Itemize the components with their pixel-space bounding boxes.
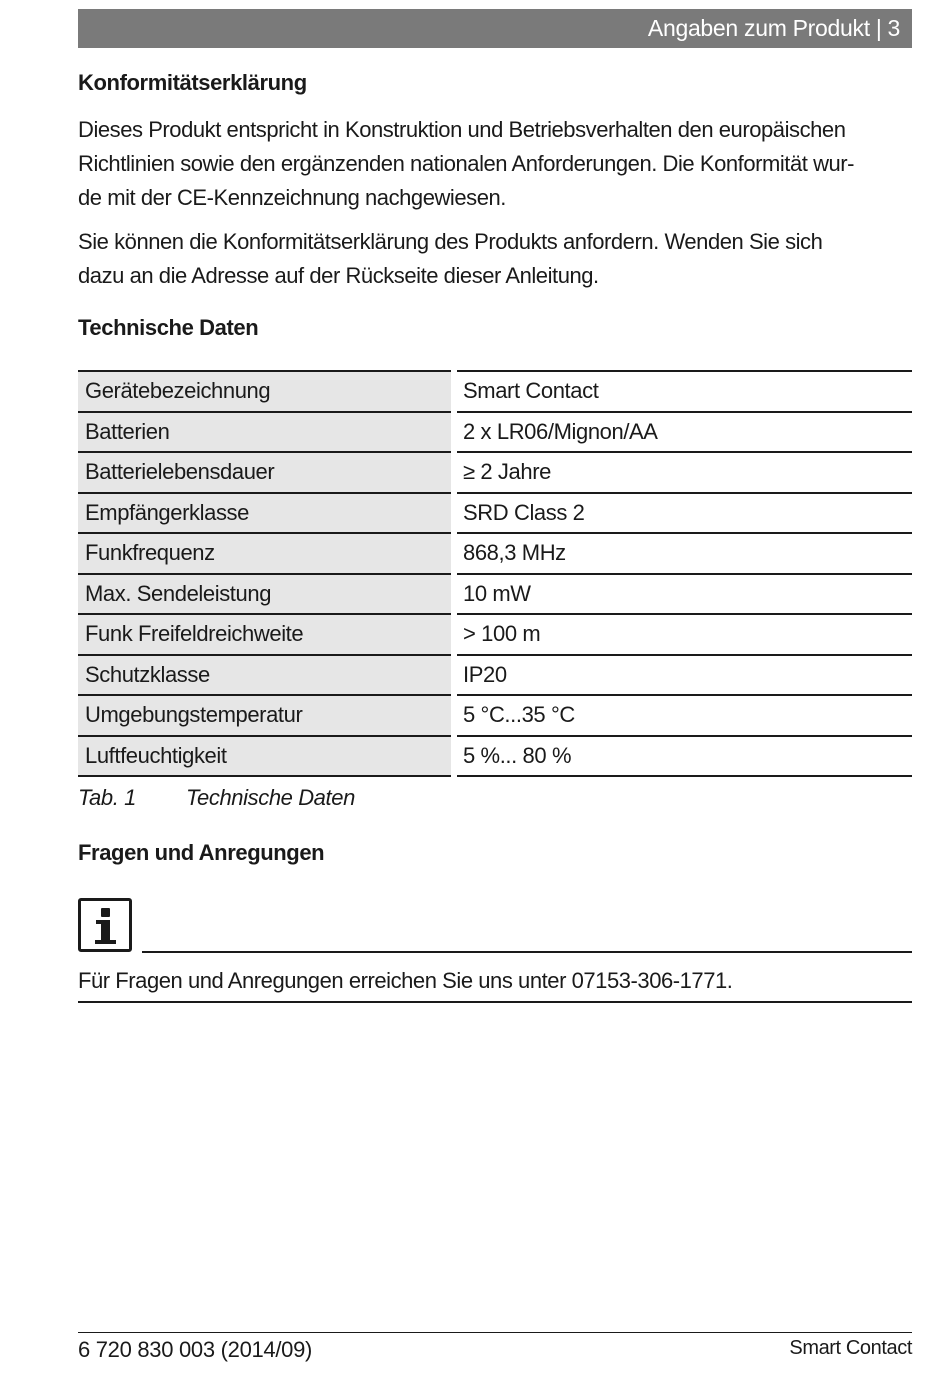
- footer-divider: [78, 1332, 912, 1333]
- table-row: [78, 493, 912, 534]
- row-label: Funkfrequenz: [78, 533, 454, 574]
- table-row: [78, 371, 912, 412]
- row-value: IP20: [454, 655, 912, 696]
- info-icon: [78, 898, 132, 952]
- conformity-paragraph-1: [78, 113, 912, 215]
- row-value: 868,3 MHz: [454, 533, 912, 574]
- row-value: 5 °C...35 °C: [454, 695, 912, 736]
- row-value: 5 %... 80 %: [454, 736, 912, 777]
- questions-heading: Fragen und Anregungen: [78, 840, 325, 865]
- table-caption-number: Tab. 1: [78, 785, 136, 810]
- table-row: [78, 736, 912, 777]
- info-bottom-divider: [78, 1001, 912, 1003]
- page-number: 3: [887, 15, 900, 41]
- paragraph-line: dazu an die Adresse auf der Rückseite dieser Anleitung.: [78, 263, 599, 288]
- page-header: [78, 9, 912, 48]
- row-label: Empfängerklasse: [78, 493, 454, 534]
- row-label: Umgebungstemperatur: [78, 695, 454, 736]
- row-label: Max. Sendeleistung: [78, 574, 454, 615]
- header-section-title: Angaben zum Produkt: [647, 15, 870, 41]
- table-row: [78, 695, 912, 736]
- row-label: Batterielebensdauer: [78, 452, 454, 493]
- conformity-paragraph-2: [78, 225, 912, 293]
- row-label: Gerätebezeichnung: [78, 371, 454, 412]
- table-row: [78, 533, 912, 574]
- info-divider: [142, 951, 912, 953]
- conformity-heading: Konformitätserklärung: [78, 70, 307, 95]
- table-caption-text: Technische Daten: [186, 785, 355, 810]
- row-value: Smart Contact: [454, 371, 912, 412]
- row-label: Schutzklasse: [78, 655, 454, 696]
- technical-data-heading: Technische Daten: [78, 315, 259, 340]
- row-value: 10 mW: [454, 574, 912, 615]
- paragraph-line: de mit der CE-Kennzeichnung nachgewiesen.: [78, 185, 506, 210]
- row-label: Batterien: [78, 412, 454, 453]
- table-row: [78, 574, 912, 615]
- row-label: Luftfeuchtigkeit: [78, 736, 454, 777]
- table-row: [78, 412, 912, 453]
- row-value: ≥ 2 Jahre: [454, 452, 912, 493]
- table-row: [78, 655, 912, 696]
- footer-product-name: Smart Contact: [789, 1337, 912, 1359]
- paragraph-line: Dieses Produkt entspricht in Konstruktion und Betriebsverhalten den europäischen: [78, 117, 846, 142]
- row-value: 2 x LR06/Mignon/AA: [454, 412, 912, 453]
- technical-data-table: [78, 370, 912, 777]
- row-value: > 100 m: [454, 614, 912, 655]
- header-separator: |: [875, 15, 882, 41]
- questions-text: Für Fragen und Anregungen erreichen Sie uns unter 07153-306-1771.: [78, 968, 733, 993]
- table-row: [78, 452, 912, 493]
- document-number: 6 720 830 003 (2014/09): [78, 1337, 313, 1362]
- paragraph-line: Sie können die Konformitätserklärung des Produkts anfordern. Wenden Sie sich: [78, 229, 823, 254]
- table-caption: [78, 785, 355, 811]
- paragraph-line: Richtlinien sowie den ergänzenden nationalen Anforderungen. Die Konformität wur-: [78, 151, 855, 176]
- row-label: Funk Freifeldreichweite: [78, 614, 454, 655]
- row-value: SRD Class 2: [454, 493, 912, 534]
- table-row: [78, 614, 912, 655]
